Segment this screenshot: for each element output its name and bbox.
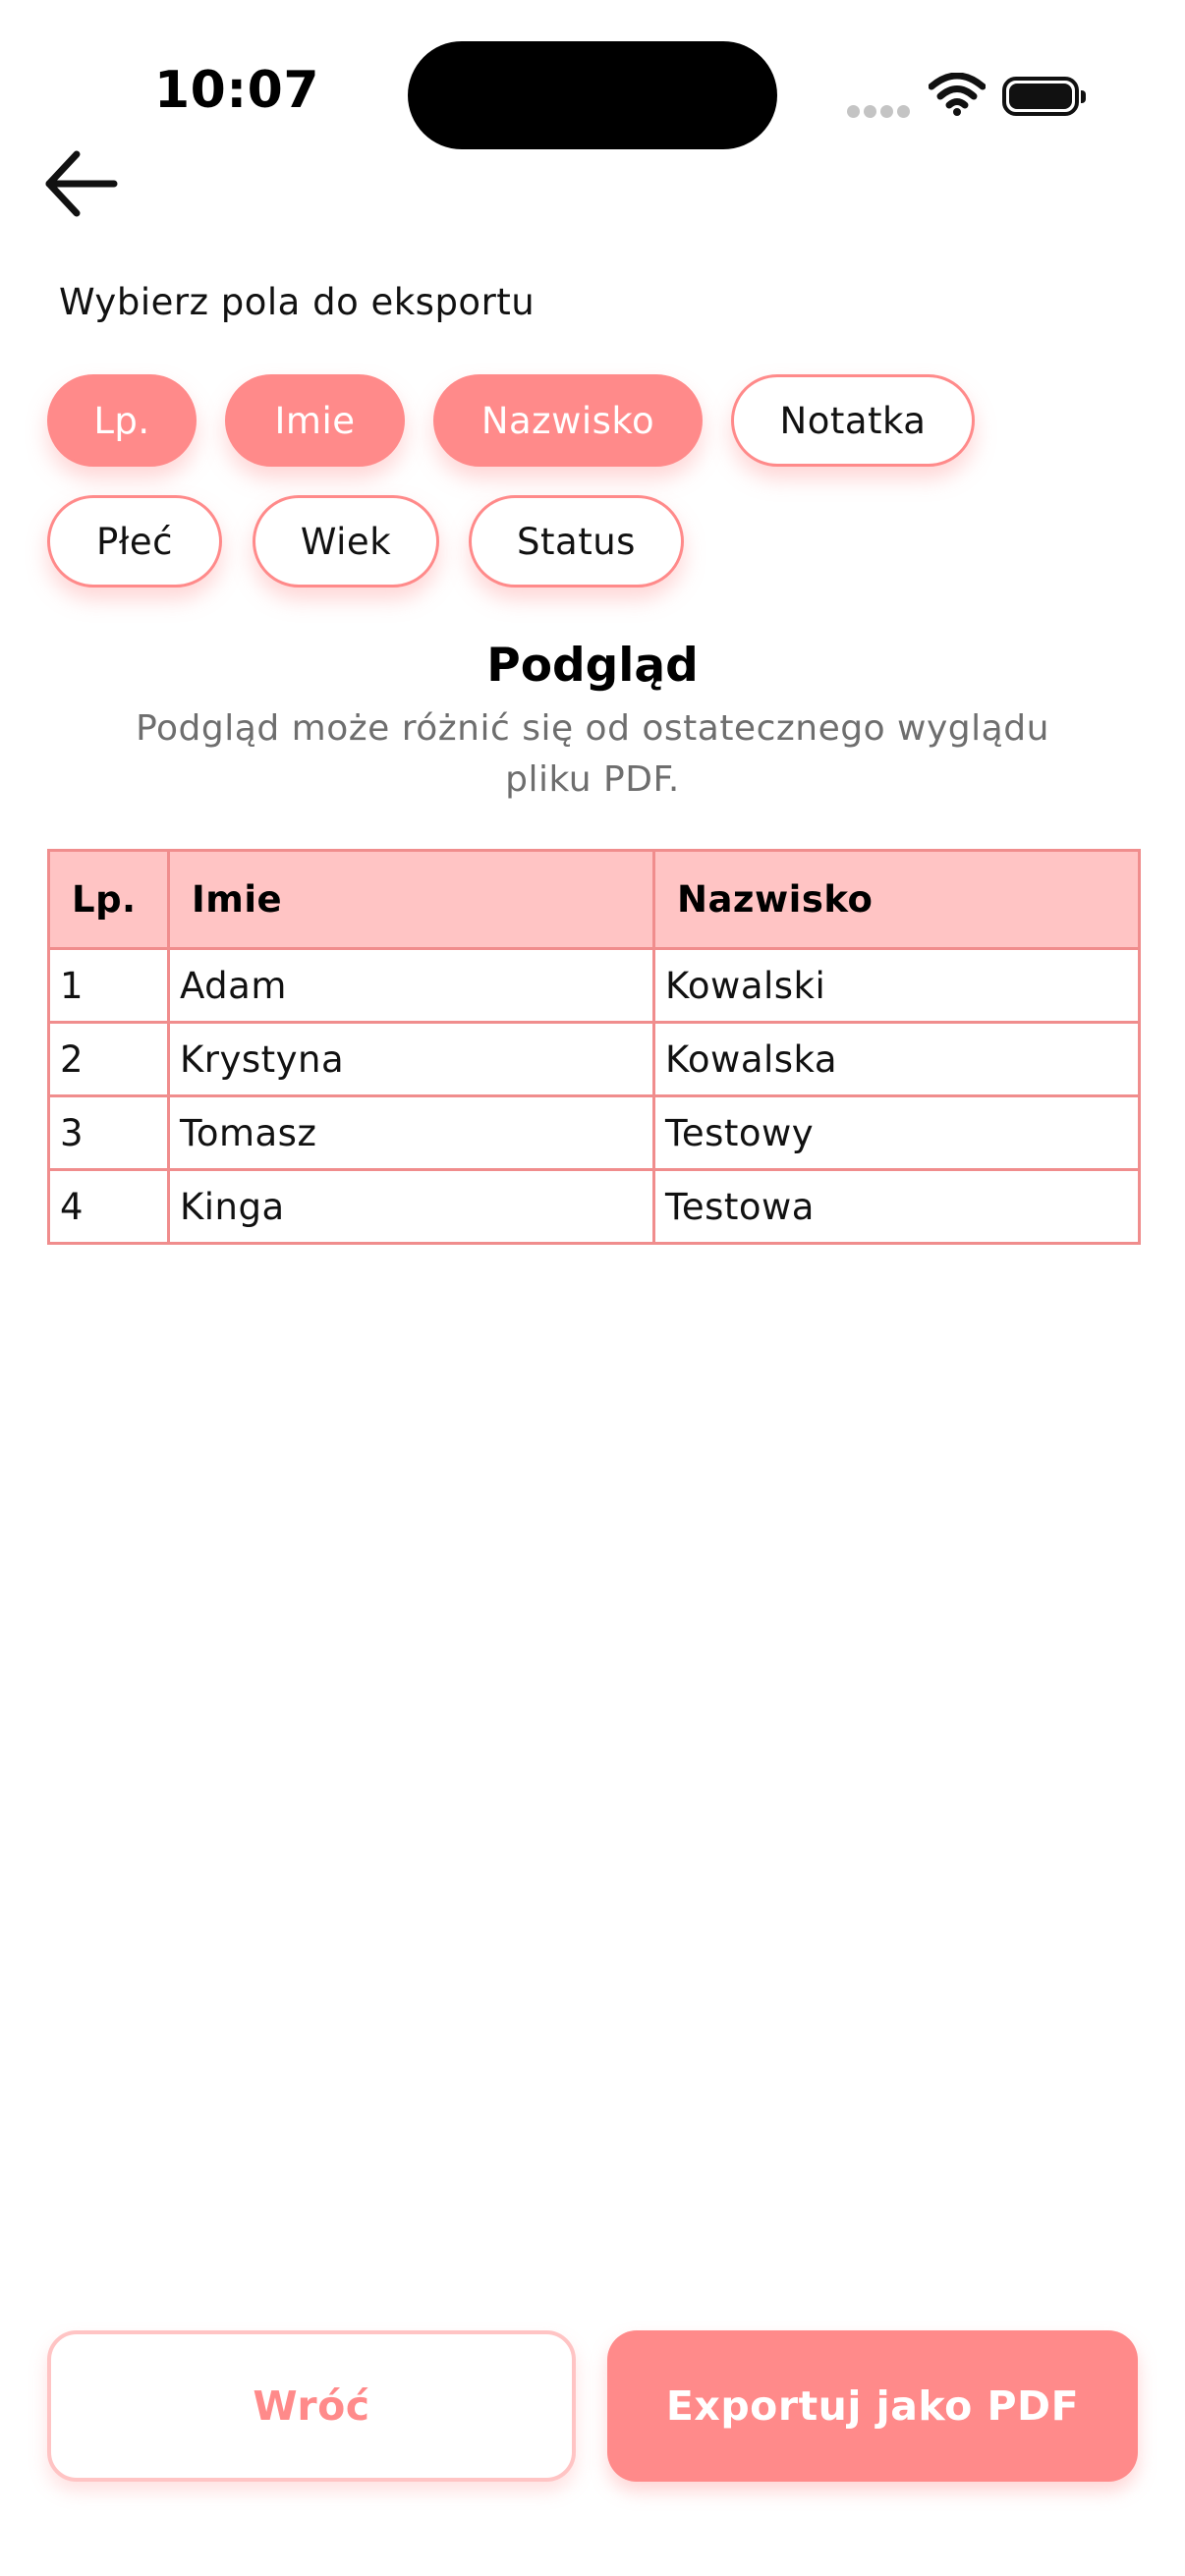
arrow-left-icon <box>39 142 122 225</box>
column-header-lp: Lp. <box>49 851 169 949</box>
chip-wiek[interactable]: Wiek <box>253 495 439 588</box>
cell-nazwisko: Testowa <box>654 1170 1140 1244</box>
table-row <box>49 1023 1140 1096</box>
cell-nazwisko: Kowalska <box>654 1023 1140 1096</box>
cell-lp: 3 <box>49 1096 169 1170</box>
cellular-signal-icon <box>847 103 914 122</box>
column-header-imie: Imie <box>169 851 654 949</box>
fields-section-label: Wybierz pola do eksportu <box>59 281 536 323</box>
dynamic-island <box>408 41 777 149</box>
chip-lp[interactable]: Lp. <box>47 374 197 467</box>
table-row <box>49 1170 1140 1244</box>
chip-nazwisko[interactable]: Nazwisko <box>433 374 703 467</box>
cell-imie: Tomasz <box>169 1096 654 1170</box>
cell-lp: 4 <box>49 1170 169 1244</box>
table-row <box>49 949 1140 1023</box>
chip-status[interactable]: Status <box>469 495 684 588</box>
cell-imie: Adam <box>169 949 654 1023</box>
preview-note: Podgląd może różnić się od ostatecznego wyglądu pliku PDF. <box>136 708 1049 800</box>
back-button[interactable]: Wróć <box>47 2330 576 2482</box>
table-row <box>49 1096 1140 1170</box>
cell-lp: 1 <box>49 949 169 1023</box>
chip-imie[interactable]: Imie <box>225 374 405 467</box>
chip-notatka[interactable]: Notatka <box>731 374 975 467</box>
status-time: 10:07 <box>154 61 320 120</box>
preview-table <box>47 849 1141 1245</box>
cell-imie: Krystyna <box>169 1023 654 1096</box>
cell-nazwisko: Kowalski <box>654 949 1140 1023</box>
cell-imie: Kinga <box>169 1170 654 1244</box>
wifi-icon <box>929 73 986 116</box>
cell-lp: 2 <box>49 1023 169 1096</box>
table-header-row <box>49 851 1140 949</box>
cell-nazwisko: Testowy <box>654 1096 1140 1170</box>
column-header-nazwisko: Nazwisko <box>654 851 1140 949</box>
chip-plec[interactable]: Płeć <box>47 495 222 588</box>
preview-title: Podgląd <box>486 639 699 693</box>
back-arrow-button[interactable] <box>39 142 122 225</box>
battery-icon <box>1002 77 1079 116</box>
export-pdf-button[interactable]: Exportuj jako PDF <box>607 2330 1138 2482</box>
